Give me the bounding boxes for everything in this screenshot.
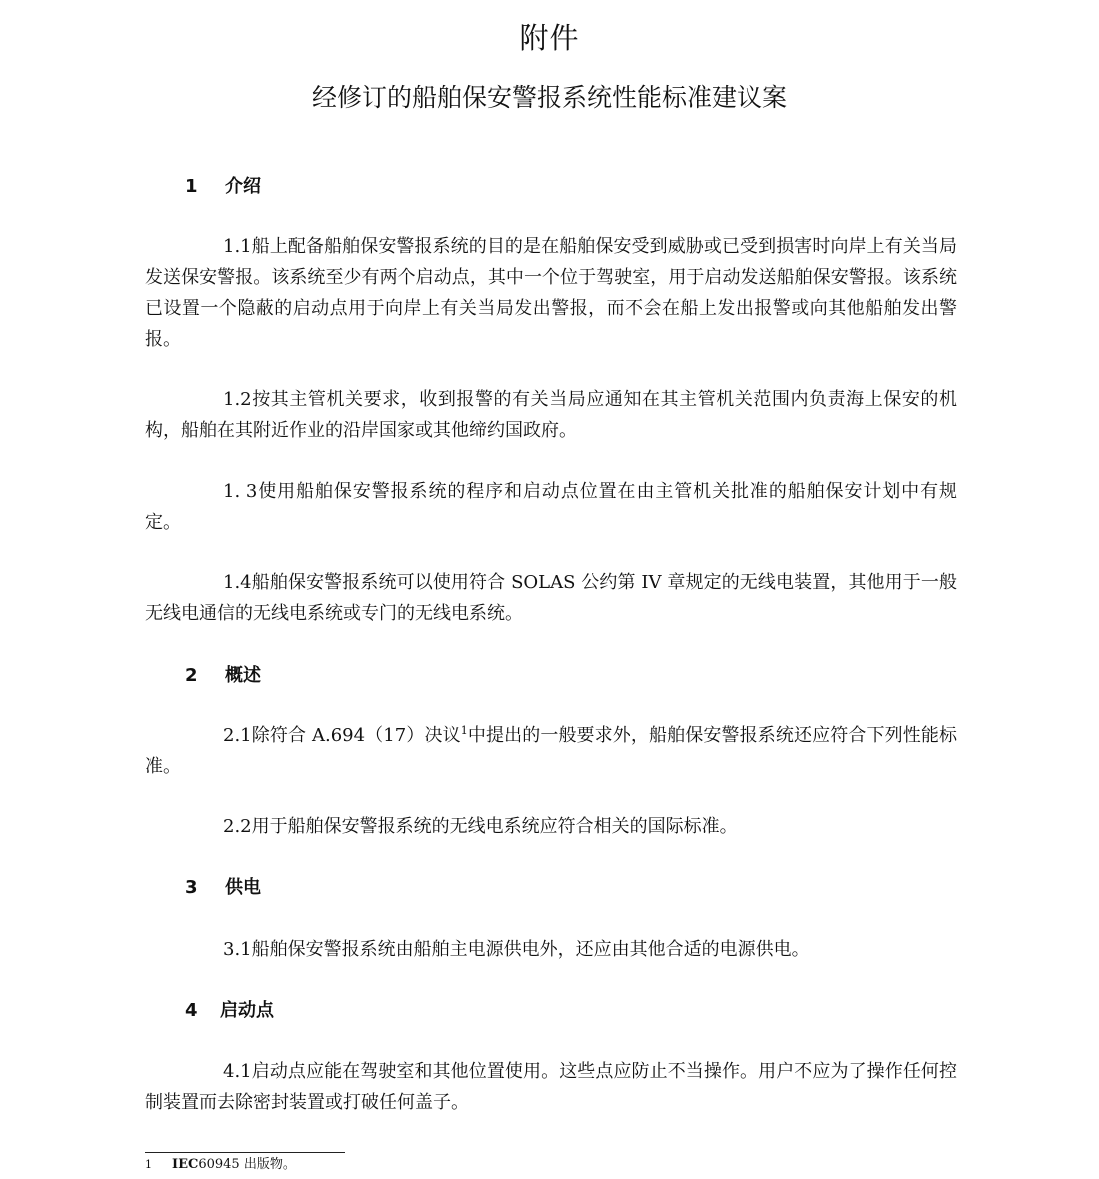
footnote-reference[interactable]: 1 — [460, 724, 468, 737]
paragraph — [145, 384, 957, 446]
paragraph-number: 1. 3 — [223, 481, 258, 502]
paragraph-text: 按其主管机关要求，收到报警的有关当局应通知在其主管机关范围内负责海上保安的机构，船舶在其附近作业的沿岸国家或其他缔约国政府。 — [145, 389, 957, 441]
paragraph-text-before: 除符合 A.694（17）决议 — [251, 725, 461, 746]
paragraph — [145, 231, 957, 355]
paragraph-number: 1.1 — [223, 236, 252, 257]
paragraph-text: 用于船舶保安警报系统的无线电系统应符合相关的国际标准。 — [251, 816, 738, 837]
section-title: 概述 — [225, 665, 261, 686]
paragraph-text: 船舶保安警报系统由船舶主电源供电外，还应由其他合适的电源供电。 — [251, 939, 810, 960]
footnote-text: 60945 出版物。 — [198, 1157, 296, 1172]
paragraph — [145, 1056, 957, 1118]
paragraph-text: 启动点应能在驾驶室和其他位置使用。这些点应防止不当操作。用户不应为了操作任何控制装置而去除密封装置或打破任何盖子。 — [145, 1061, 957, 1113]
paragraph-number: 4.1 — [223, 1061, 252, 1082]
section-number: 2 — [185, 665, 198, 686]
paragraph-text: 船上配备船舶保安警报系统的目的是在船舶保安受到威胁或已受到损害时向岸上有关当局发送保安警报。该系统至少有两个启动点，其中一个位于驾驶室，用于启动发送船舶保安警报。该系统已设置一个隐蔽的启动点用于向岸上有关当局发出警报，而不会在船上发出报警或向其他船舶发出警报。 — [145, 236, 957, 350]
paragraph — [145, 720, 957, 782]
paragraph-number: 2.1 — [223, 725, 252, 746]
paragraph-text-after: 中提出的一般要求外，船舶保安警报系统还应符合下列性能标准。 — [145, 725, 958, 777]
paragraph-text: 船舶保安警报系统可以使用符合 SOLAS 公约第 IV 章规定的无线电装置，其他用于一般无线电通信的无线电系统或专门的无线电系统。 — [145, 572, 957, 624]
section-title: 供电 — [225, 877, 261, 898]
footnote-bold-text: IEC — [172, 1157, 199, 1172]
footnote-divider — [145, 1152, 345, 1153]
section-number: 4 — [185, 1000, 198, 1021]
section-heading — [185, 998, 274, 1024]
paragraph — [145, 567, 957, 629]
paragraph-number: 1.2 — [223, 389, 252, 410]
paragraph-number: 1.4 — [223, 572, 252, 593]
paragraph-number: 3.1 — [223, 939, 252, 960]
section-heading — [185, 875, 261, 901]
paragraph-text: 使用船舶保安警报系统的程序和启动点位置在由主管机关批准的船舶保安计划中有规定。 — [145, 481, 957, 533]
section-title: 启动点 — [220, 1000, 274, 1021]
section-number: 3 — [185, 877, 198, 898]
section-number: 1 — [185, 176, 198, 197]
paragraph — [145, 811, 957, 842]
footnote-number: 1 — [145, 1158, 152, 1171]
annex-title: 附件 — [519, 21, 580, 55]
section-title: 介绍 — [225, 176, 261, 197]
section-heading — [185, 663, 261, 689]
footnote — [145, 1156, 296, 1174]
section-heading — [185, 174, 261, 200]
paragraph-number: 2.2 — [223, 816, 252, 837]
paragraph — [145, 476, 957, 538]
paragraph — [145, 934, 957, 965]
document-title: 经修订的船舶保安警报系统性能标准建议案 — [311, 83, 787, 112]
